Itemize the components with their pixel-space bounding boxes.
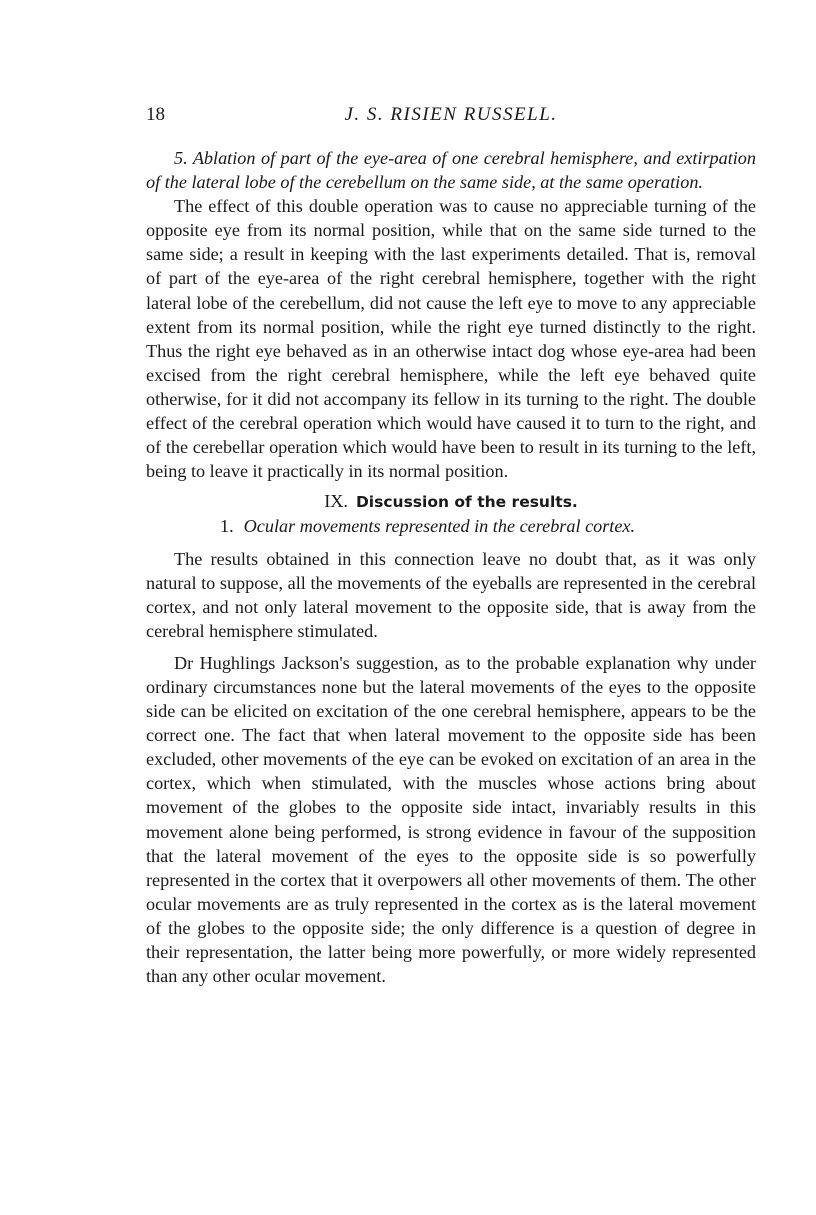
subsection-1-title: Ocular movements represented in the cerebral cortex. bbox=[243, 516, 636, 537]
subsection-1-number: 1. bbox=[220, 516, 234, 537]
paragraph: The results obtained in this connection leave no doubt that, as it was only natural to suppose, all the movements of the eyeballs are represented in the cerebral cortex, and not only lateral movement to the opposite side, that is away from the cerebral hemisphere stimulated. bbox=[146, 548, 756, 641]
section-heading bbox=[146, 489, 756, 514]
section-title: Discussion of the results. bbox=[355, 493, 578, 512]
page-number: 18 bbox=[146, 104, 165, 125]
section-numeral: IX. bbox=[324, 491, 348, 512]
subsection-1-heading bbox=[146, 514, 756, 538]
subsection-5-heading: 5. Ablation of part of the eye-area of one cerebral hemisphere, and extirpation of the lateral lobe of the cerebellum on the same side, at the same operation. bbox=[146, 148, 756, 193]
page-content bbox=[146, 104, 756, 988]
paragraph: Dr Hughlings Jackson's suggestion, as to the probable explanation why under ordinary circumstances none but the lateral movements of the eyes to the opposite side can be elicited on excitation of the one cerebral hemisphere, appears to be the correct one. The fact that when lateral movement to the opposite side has been excluded, other movements of the eye can be evoked on excitation of an area in the cortex, which when stimulated, with the muscles whose actions bring about movement of the globes to the opposite side intact, invariably results in this movement alone being performed, is strong evidence in favour of the supposition that the lateral movement of the eyes to the opposite side is so powerfully represented in the cortex that it overpowers all other movements of them. The other ocular movements are as truly represented in the cortex as is the lateral movement of the globes to the opposite side; the only difference is a question of degree in their representation, the latter being more powerfully, or more widely represented than any other ocular movement. bbox=[146, 652, 756, 987]
running-head: J. S. RISIEN RUSSELL. bbox=[344, 104, 558, 125]
page-header bbox=[146, 104, 756, 134]
subsection-5-paragraph: The effect of this double operation was to cause no appreciable turning of the opposite eye from its normal position, while that on the same side turned to the same side; a result in keeping with the last experiments detailed. That is, removal of part of the eye-area of the right cerebral hemisphere, together with the right lateral lobe of the cerebellum, did not cause the left eye to move to any appreciable extent from its normal position, while the right eye turned distinctly to the right. Thus the right eye behaved as in an otherwise intact dog whose eye-area had been excised from the right cerebral hemisphere, while the left eye behaved quite otherwise, for it did not accompany its fellow in its turning to the right. The double effect of the cerebral operation which would have caused it to turn to the right, and of the cerebellar operation which would have been to result in its turning to the left, being to leave it practically in its normal position. bbox=[146, 196, 756, 482]
